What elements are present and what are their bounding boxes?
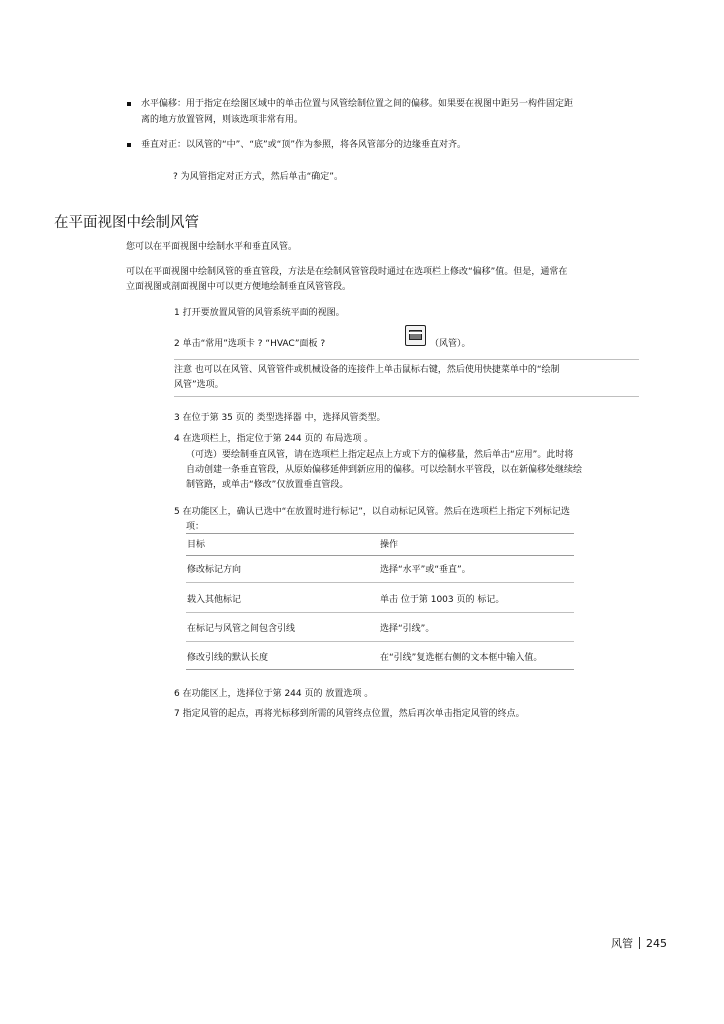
table-cell: 在标记与风管之间包含引线 (187, 624, 296, 634)
section-para-line2: 立面视图或剖面视图中可以更方便地绘制垂直风管管段。 (126, 282, 352, 292)
bullet-icon (127, 143, 131, 147)
step-7: 7 指定风管的起点，再将光标移到所需的风管终点位置，然后再次单击指定风管的终点。 (174, 709, 525, 719)
page-footer (611, 936, 667, 952)
bullet-horizontal-offset-line1: 水平偏移：用于指定在绘图区域中的单击位置与风管绘制位置之间的偏移。如果要在视图中距另一构件固定距 (141, 99, 574, 109)
step-1: 1 打开要放置风管的风管系统平面的视图。 (174, 308, 345, 318)
table-row-rule (186, 612, 574, 613)
table-cell: 修改标记方向 (187, 565, 242, 575)
bullet-vertical-justify: 垂直对正：以风管的“中”、“底”或“顶”作为参照，将各风管部分的边缘垂直对齐。 (141, 140, 466, 150)
table-bottom-rule (186, 669, 574, 670)
bullet-horizontal-offset-line2: 离的地方放置管网，则该选项非常有用。 (141, 115, 304, 125)
section-para-line1: 可以在平面视图中绘制风管的垂直管段，方法是在绘制风管管段时通过在选项栏上修改“偏移”值。但是，通常在 (126, 267, 568, 277)
table-row-rule (186, 641, 574, 642)
footer-separator (639, 937, 640, 949)
table-cell: 在“引线”复选框右侧的文本框中输入值。 (380, 653, 543, 663)
page-number: 245 (646, 937, 667, 950)
bullet-icon (127, 102, 131, 106)
table-cell: 载入其他标记 (187, 595, 242, 605)
step-4-optional-line2: 自动创建一条垂直管段，从原始偏移延伸到新应用的偏移。可以绘制水平管段，以在新偏移处继续绘 (186, 465, 583, 475)
table-top-rule (186, 533, 574, 534)
step-2-text: 2 单击“常用”选项卡 ? “HVAC”面板 ? (174, 339, 326, 349)
table-cell: 选择“水平”或“垂直”。 (380, 565, 471, 575)
note-line1: 注意 也可以在风管、风管管件或机械设备的连接件上单击鼠标右键，然后使用快捷菜单中的“绘制 (174, 365, 560, 375)
step-6: 6 在功能区上，选择位于第 244 页的 放置选项 。 (174, 689, 374, 699)
step-5-line1: 5 在功能区上，确认已选中“在放置时进行标记”，以自动标记风管。然后在选项栏上指定下列标记选 (174, 507, 570, 517)
step-3: 3 在位于第 35 页的 类型选择器 中，选择风管类型。 (174, 413, 386, 423)
table-cell: 修改引线的默认长度 (187, 653, 269, 663)
substep-justify: ? 为风管指定对正方式，然后单击“确定”。 (173, 172, 343, 182)
duct-icon (405, 325, 426, 346)
step-4-optional-line1: （可选）要绘制垂直风管，请在选项栏上指定起点上方或下方的偏移量，然后单击“应用”。此时将 (186, 450, 574, 460)
table-cell: 选择“引线”。 (380, 624, 435, 634)
step-2-duct-label: （风管）。 (430, 339, 471, 349)
note-top-rule (174, 359, 639, 360)
table-header-action: 操作 (380, 540, 399, 550)
table-header-target: 目标 (187, 540, 206, 550)
footer-label: 风管 (611, 937, 633, 950)
table-row-rule (186, 582, 574, 583)
section-title: 在平面视图中绘制风管 (54, 215, 199, 231)
step-4-optional-line3: 制管路，或单击“修改”仅放置垂直管段。 (186, 480, 349, 490)
note-line2: 风管”选项。 (174, 380, 224, 390)
step-5-line2: 项： (186, 522, 205, 532)
section-intro: 您可以在平面视图中绘制水平和垂直风管。 (126, 242, 298, 252)
step-4: 4 在选项栏上，指定位于第 244 页的 布局选项 。 (174, 434, 374, 444)
table-header-rule (186, 555, 574, 556)
table-cell: 单击 位于第 1003 页的 标记。 (380, 595, 505, 605)
note-bottom-rule (174, 396, 639, 397)
